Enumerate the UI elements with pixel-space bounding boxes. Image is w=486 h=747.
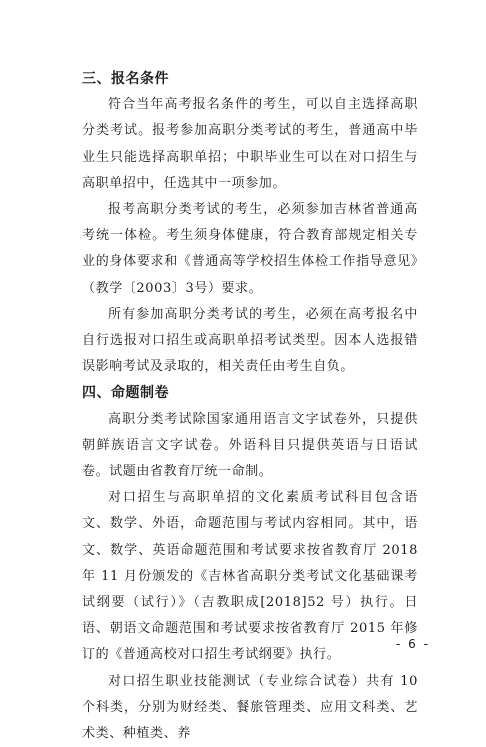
paragraph-eligibility: 符合当年高考报名条件的考生，可以自主选择高职分类考试。报考参加高职分类考试的考生，普通高中毕业生只能选择高职单招；中职毕业生可以在对口招生与高职单招中，任选其中一项参加。: [82, 97, 418, 191]
document-body: [82, 66, 418, 747]
section-heading-registration: 三、报名条件: [82, 71, 169, 87]
paragraph-vocational-skills: 对口招生职业技能测试（专业综合试卷）共有 10 个科类，分别为财经类、餐旅管理类、应用文科类、艺术类、种植类、养: [82, 673, 418, 742]
page-number: - 6 -: [396, 637, 430, 651]
paragraph-physical-exam: 报考高职分类考试的考生，必须参加吉林省普通高考统一体检。考生须身体健康，符合教育部规定相关专业的身体要求和《普通高等学校招生体检工作指导意见》（教学〔2003〕3号）要求。: [82, 202, 418, 296]
section-heading-paper-setting: 四、命题制卷: [82, 385, 169, 402]
paragraph-cultural-subjects: 对口招生与高职单招的文化素质考试科目包含语文、数学、外语，命题范围与考试内容相同。其中，语文、数学、英语命题范围和考试要求按省教育厅 2018 年 11 月份颁发的《吉林省高职分类考试文化基础课考试纲要（试行）》（吉教职成[2018]52 号）执行。日语、朝语文命题范围和考试要求按省教育厅 2015 年修订的《普通高校对口招生考试纲要》执行。: [82, 490, 418, 663]
paragraph-paper-languages: 高职分类考试除国家通用语言文字试卷外，只提供朝鲜族语言文字试卷。外语科目只提供英语与日语试卷。试题由省教育厅统一命制。: [82, 411, 418, 480]
paragraph-exam-type-selection: 所有参加高职分类考试的考生，必须在高考报名中自行选报对口招生或高职单招考试类型。因本人选报错误影响考试及录取的，相关责任由考生自负。: [82, 306, 418, 375]
